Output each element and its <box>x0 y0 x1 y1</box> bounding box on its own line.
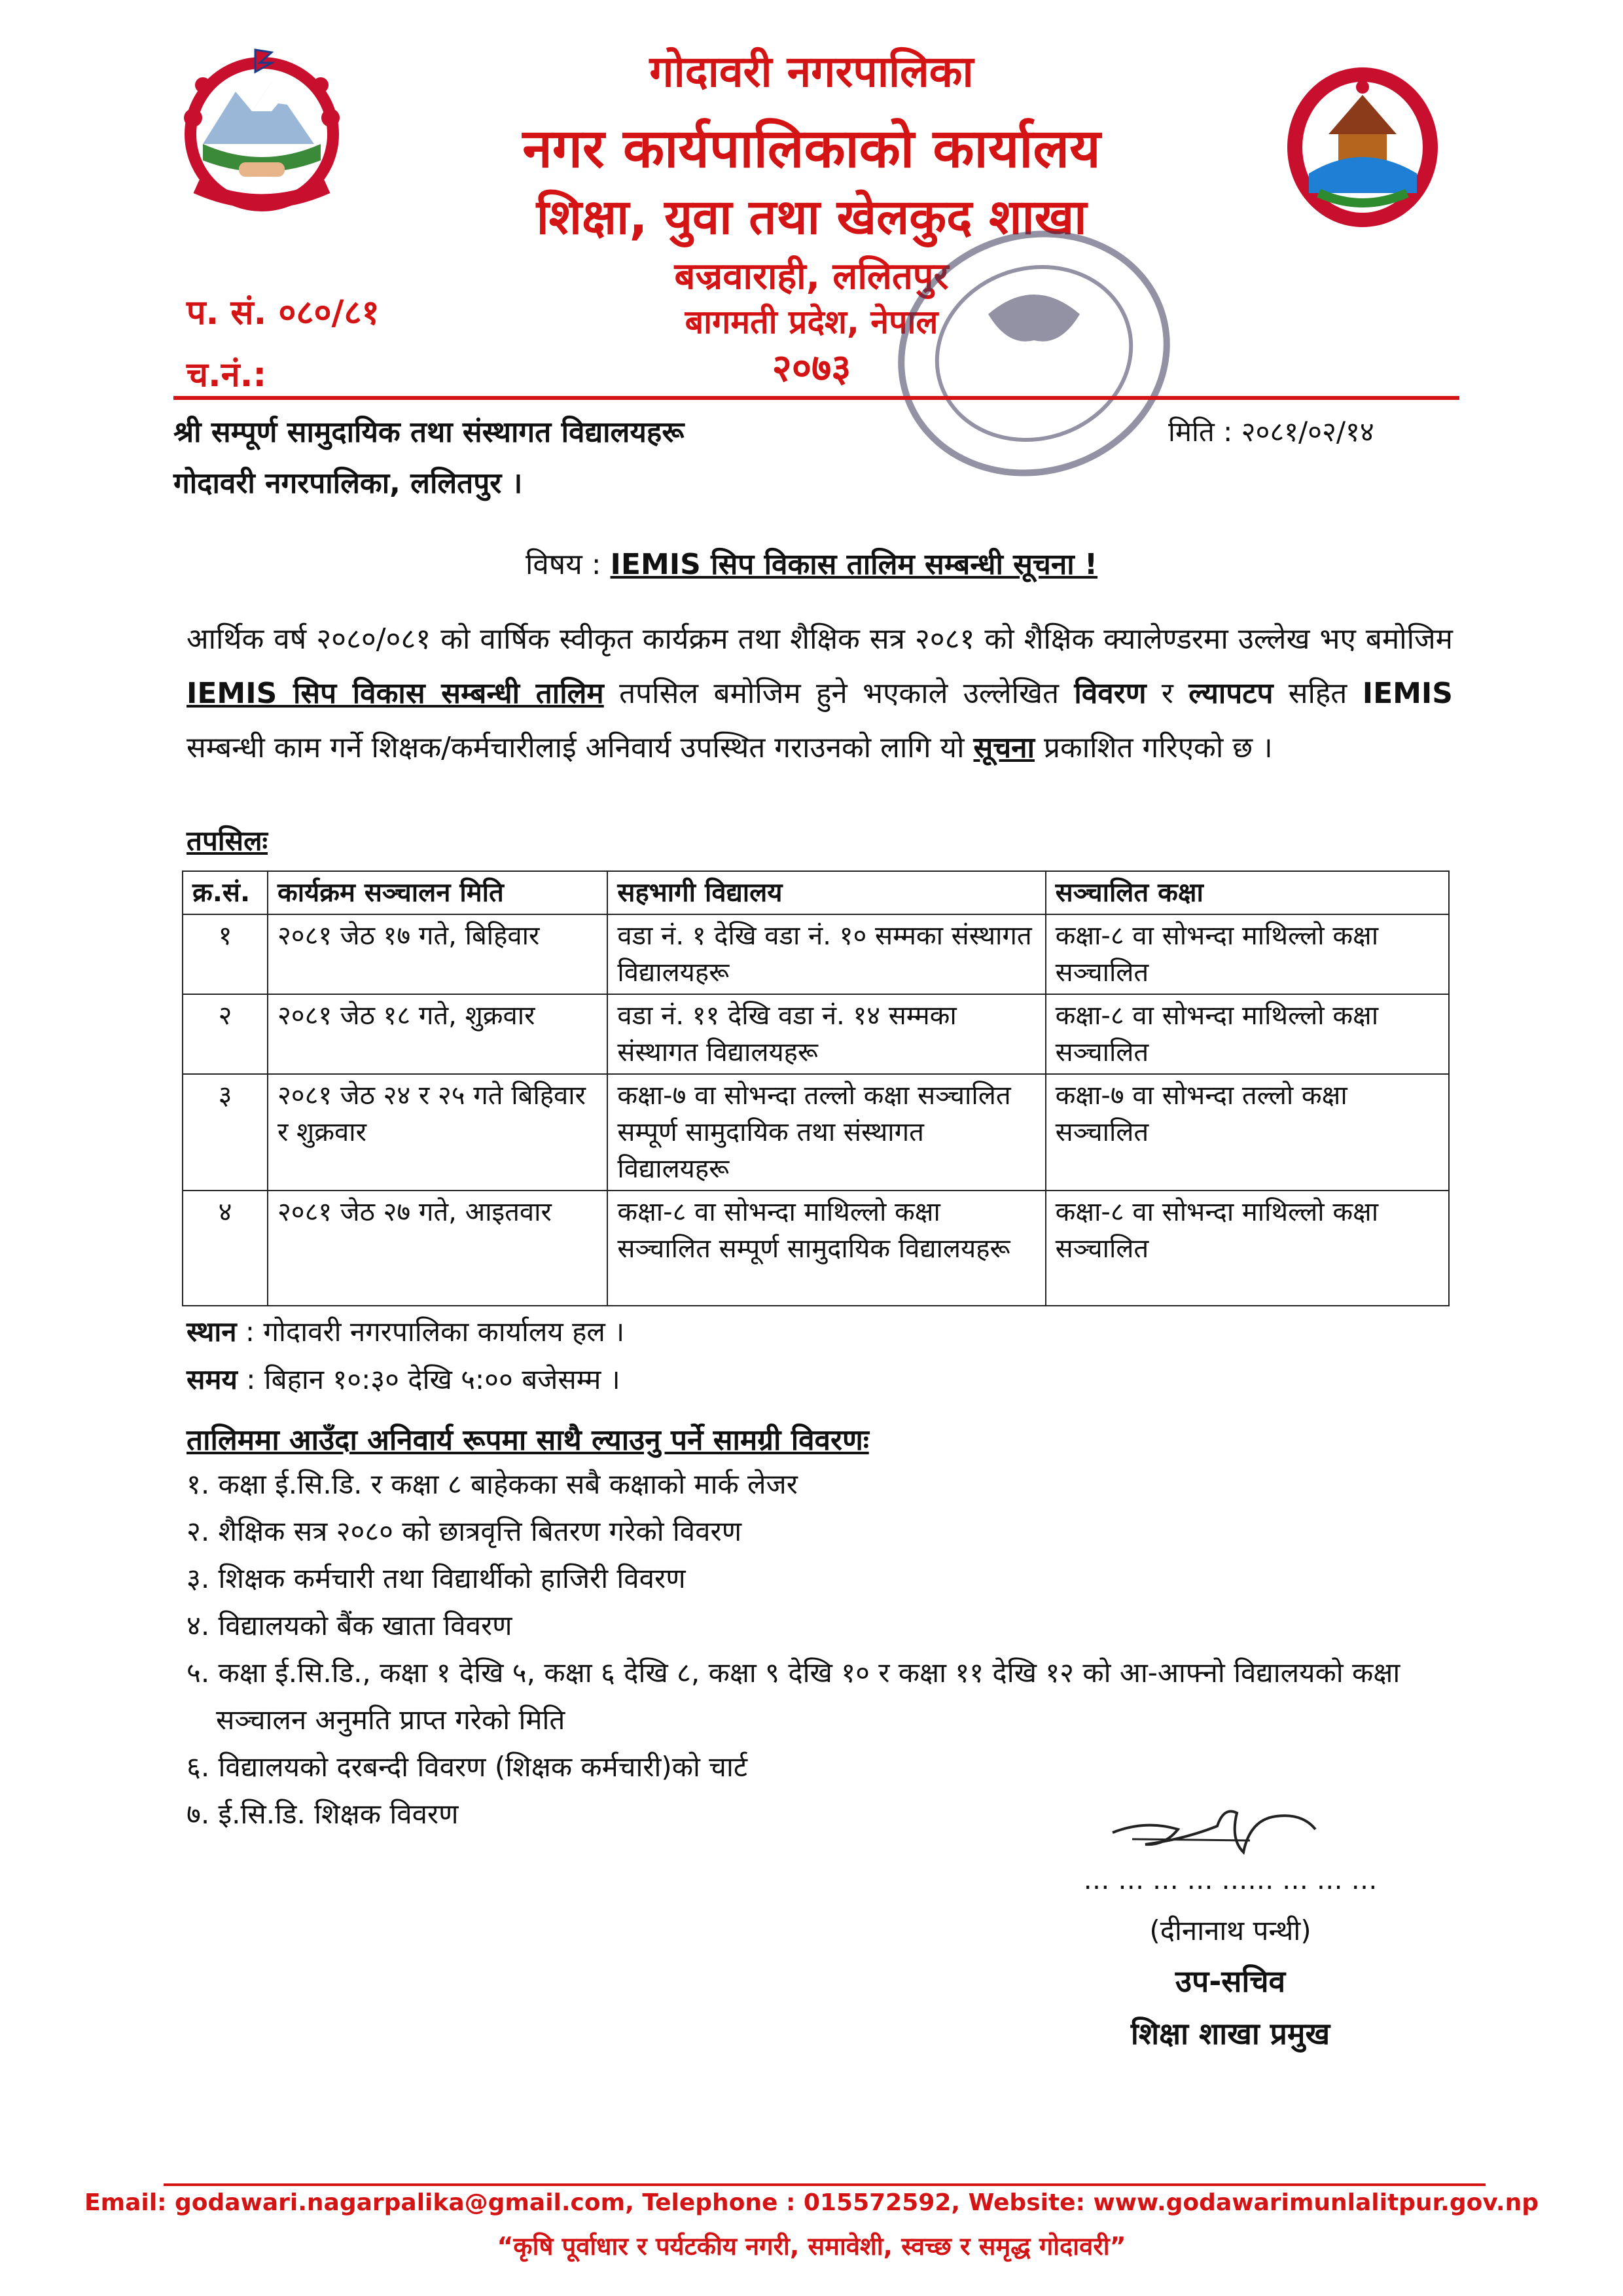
body-text: सम्बन्धी काम गर्ने शिक्षक/कर्मचारीलाई अनिवार्य उपस्थित गराउनको लागि यो <box>187 731 974 764</box>
body-text: सहित <box>1273 677 1363 710</box>
cell-date: २०८१ जेठ १८ गते, शुक्रवार <box>268 994 607 1074</box>
office-location: बज्रवाराही, ललितपुर <box>674 255 949 298</box>
subject-prefix: विषय : <box>525 548 611 581</box>
table-row <box>183 994 1449 1074</box>
body-emphasis: विवरण <box>1074 677 1147 710</box>
section-name: शिक्षा, युवा तथा खेलकुद शाखा <box>536 189 1087 245</box>
table-row <box>183 914 1449 994</box>
signatory-title: उप-सचिव <box>1175 1964 1286 1999</box>
list-item: ६. विद्यालयको दरबन्दी विवरण (शिक्षक कर्मचारी)को चार्ट <box>187 1751 747 1783</box>
signature-line: … … … … …… … … … <box>1083 1865 1378 1895</box>
list-item: १. कक्षा ई.सि.डि. र कक्षा ८ बाहेकका सबै कक्षाको मार्क लेजर <box>187 1468 798 1500</box>
body-text: आर्थिक वर्ष २०८०/०८१ को वार्षिक स्वीकृत कार्यक्रम तथा शैक्षिक सत्र २०८१ को शैक्षिक क्यालेण्डरमा उल्लेख भए बमोजिम <box>187 622 1453 656</box>
col-header-sn: क्र.सं. <box>183 871 268 914</box>
cell-classes: कक्षा-८ वा सोभन्दा माथिल्लो कक्षा सञ्चालित <box>1046 994 1449 1074</box>
list-item: ४. विद्यालयको बैंक खाता विवरण <box>187 1609 512 1641</box>
table-row <box>183 1191 1449 1306</box>
letter-date: मिति : २०८१/०२/१४ <box>1168 416 1374 448</box>
materials-heading: तालिममा आउँदा अनिवार्य रूपमा साथै ल्याउनु पर्ने सामग्री विवरणः <box>187 1424 869 1457</box>
schedule-table <box>182 870 1450 1306</box>
body-emphasis: ल्यापटप <box>1188 677 1274 710</box>
office-name: नगर कार्यपालिकाको कार्यालय <box>522 118 1101 180</box>
cell-classes: कक्षा-७ वा सोभन्दा तल्लो कक्षा सञ्चालित <box>1046 1074 1449 1191</box>
col-header-schools: सहभागी विद्यालय <box>607 871 1045 914</box>
body-paragraph <box>187 612 1453 775</box>
signature-icon <box>1106 1793 1322 1872</box>
cell-schools: वडा नं. ११ देखि वडा नं. १४ सम्मका संस्थागत विद्यालयहरू <box>607 994 1045 1074</box>
cell-date: २०८१ जेठ १७ गते, बिहिवार <box>268 914 607 994</box>
signatory-name: (दीनानाथ पन्थी) <box>1149 1914 1311 1946</box>
establishment-year: २०७३ <box>772 346 851 390</box>
materials-list <box>187 1461 1463 1838</box>
header-divider <box>173 396 1459 400</box>
addressee-line-1: श्री सम्पूर्ण सामुदायिक तथा संस्थागत विद्यालयहरू <box>173 416 685 449</box>
signatory-department: शिक्षा शाखा प्रमुख <box>1130 2016 1330 2051</box>
venue-line <box>187 1312 624 1350</box>
subject-text: IEMIS सिप विकास तालिम सम्बन्धी सूचना ! <box>610 548 1098 581</box>
list-item: २. शैक्षिक सत्र २०८० को छात्रवृत्ति बितरण गरेको विवरण <box>187 1515 742 1547</box>
body-text: प्रकाशित गरिएको छ । <box>1034 731 1273 764</box>
cell-date: २०८१ जेठ २४ र २५ गते बिहिवार र शुक्रवार <box>268 1074 607 1191</box>
time-line <box>187 1360 620 1397</box>
municipality-name: गोदावरी नगरपालिका <box>649 46 974 97</box>
schedule-heading: तपसिलः <box>187 825 268 857</box>
dispatch-number: च.नं.: <box>187 355 267 395</box>
subject-line <box>0 543 1623 583</box>
cell-schools: कक्षा-८ वा सोभन्दा माथिल्लो कक्षा सञ्चालित सम्पूर्ण सामुदायिक विद्यालयहरू <box>607 1191 1045 1306</box>
footer-divider <box>164 2183 1486 2186</box>
time-value: : बिहान १०:३० देखि ५:०० बजेसम्म । <box>237 1363 620 1395</box>
cell-sn: ४ <box>183 1191 268 1306</box>
body-text: तपसिल बमोजिम हुने भएकाले उल्लेखित <box>603 677 1075 710</box>
list-item: ५. कक्षा ई.सि.डि., कक्षा १ देखि ५, कक्षा ६ देखि ८, कक्षा ९ देखि १० र कक्षा ११ देखि १२ को आ-आफ्नो विद्यालयको कक्षा सञ्चालन अनुमति प्राप्त गरेको मिति <box>187 1657 1400 1736</box>
body-emphasis: IEMIS <box>1362 677 1453 710</box>
col-header-date: कार्यक्रम सञ्चालन मिति <box>268 871 607 914</box>
reference-number: प. सं. ०८०/८१ <box>187 293 380 332</box>
venue-value: : गोदावरी नगरपालिका कार्यालय हल । <box>236 1316 625 1348</box>
cell-classes: कक्षा-८ वा सोभन्दा माथिल्लो कक्षा सञ्चालित <box>1046 914 1449 994</box>
body-emphasis: सूचना <box>973 731 1035 764</box>
footer-contact: Email: godawari.nagarpalika@gmail.com, Telephone : 015572592, Website: www.godawarimunlalitpur.gov.np <box>84 2189 1539 2216</box>
province-name: बागमती प्रदेश, नेपाल <box>685 303 938 341</box>
list-item: ७. ई.सि.डि. शिक्षक विवरण <box>187 1798 459 1830</box>
table-row <box>183 1074 1449 1191</box>
cell-schools: वडा नं. १ देखि वडा नं. १० सम्मका संस्थागत विद्यालयहरू <box>607 914 1045 994</box>
venue-label: स्थान <box>187 1316 237 1348</box>
body-emphasis: IEMIS सिप विकास सम्बन्धी तालिम <box>187 677 604 710</box>
cell-schools: कक्षा-७ वा सोभन्दा तल्लो कक्षा सञ्चालित सम्पूर्ण सामुदायिक तथा संस्थागत विद्यालयहरू <box>607 1074 1045 1191</box>
cell-sn: ३ <box>183 1074 268 1191</box>
footer-slogan: “कृषि पूर्वाधार र पर्यटकीय नगरी, समावेशी, स्वच्छ र समृद्ध गोदावरी” <box>497 2232 1126 2261</box>
cell-sn: १ <box>183 914 268 994</box>
list-item: ३. शिक्षक कर्मचारी तथा विद्यार्थीको हाजिरी विवरण <box>187 1562 686 1594</box>
body-text: र <box>1146 677 1189 710</box>
time-label: समय <box>187 1363 238 1395</box>
col-header-classes: सञ्चालित कक्षा <box>1046 871 1449 914</box>
addressee-line-2: गोदावरी नगरपालिका, ललितपुर । <box>173 467 523 500</box>
official-stamp-icon <box>883 216 1185 491</box>
table-header-row <box>183 871 1449 914</box>
cell-date: २०८१ जेठ २७ गते, आइतवार <box>268 1191 607 1306</box>
cell-sn: २ <box>183 994 268 1074</box>
cell-classes: कक्षा-८ वा सोभन्दा माथिल्लो कक्षा सञ्चालित <box>1046 1191 1449 1306</box>
